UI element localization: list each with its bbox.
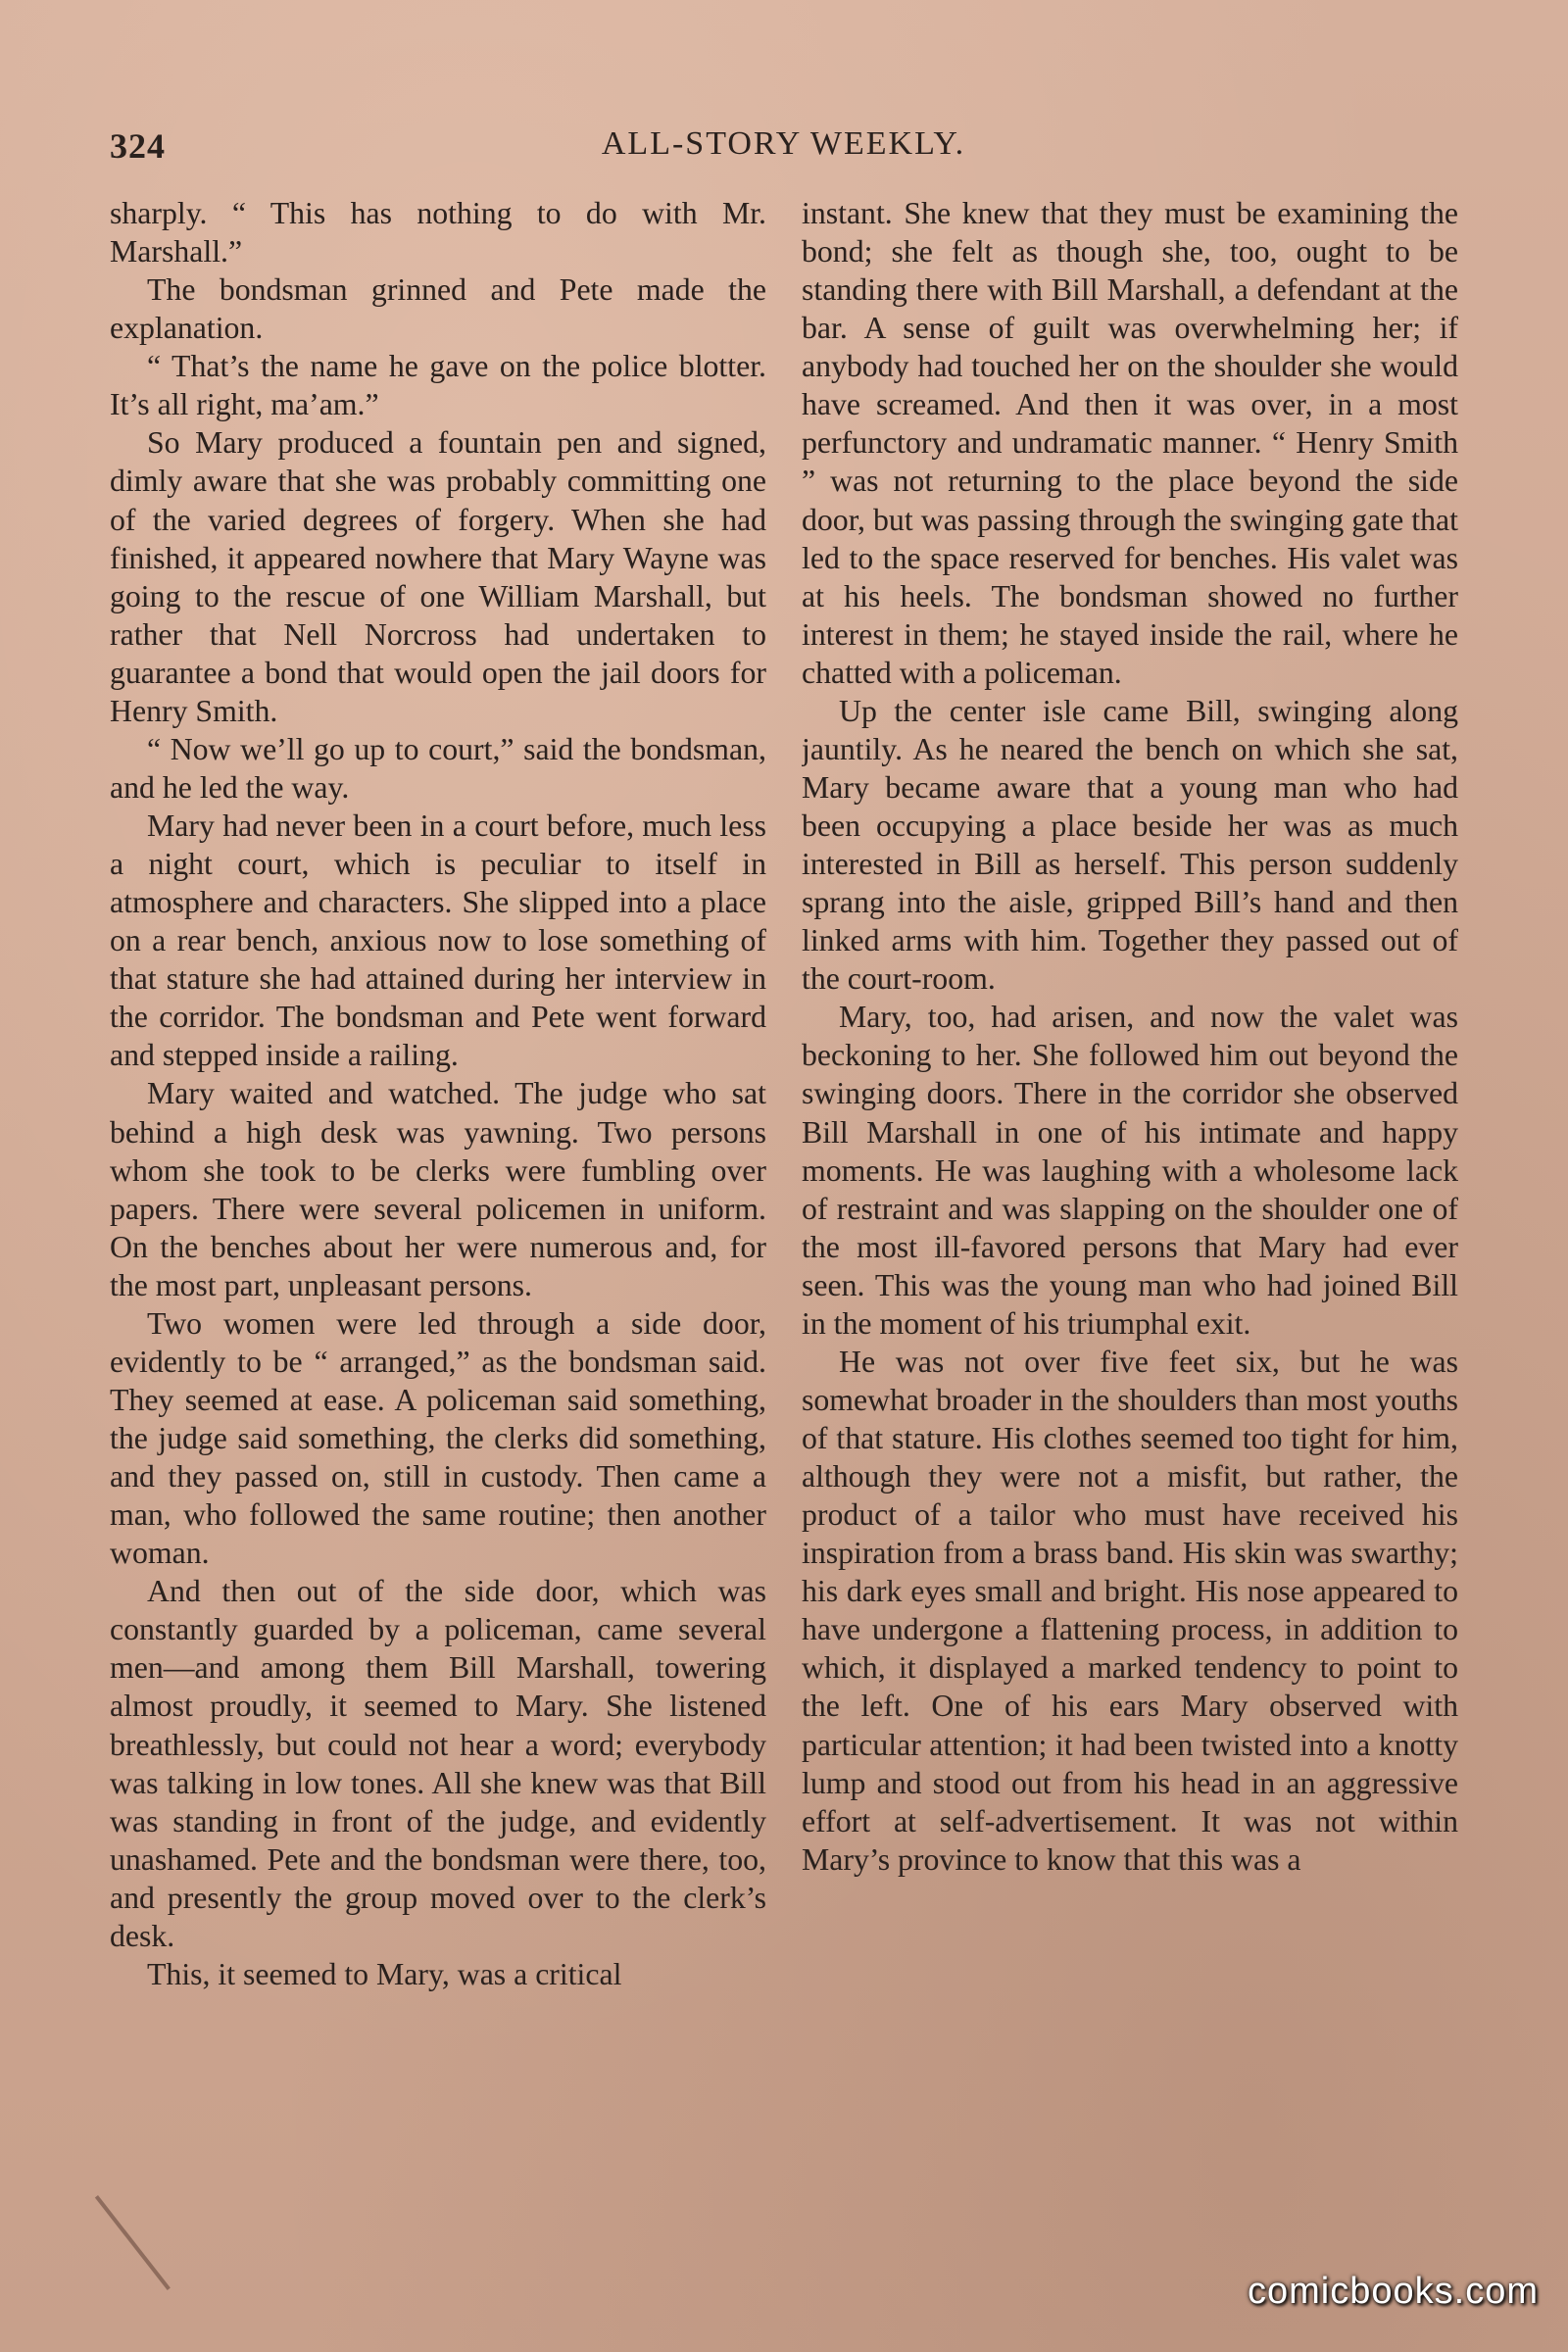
paragraph: The bondsman grinned and Pete made the explanation. [110, 272, 766, 346]
paragraph: Mary waited and watched. The judge who sat behind a high desk was yawning. Two persons whom she took to be clerks were fumbling over papers. There were several policemen in uniform. On the benches about her were numerous and, for the most part, unpleasant persons. [110, 1076, 766, 1302]
running-head: ALL-STORY WEEKLY. [601, 125, 966, 162]
paragraph: instant. She knew that they must be examining the bond; she felt as though she, too, ought to be standing there with Bill Marshall, a defendant at the bar. A sense of guilt was overwhelming her; if anybody had touched her on the shoulder she would have screamed. And then it was over, in a most perfunctory and undramatic manner. “ Henry Smith ” was not returning to the place beyond the side door, but was passing through the swinging gate that led to the space reserved for benches. His valet was at his heels. The bondsman showed no further interest in them; he stayed inside the rail, where he chatted with a policeman. [802, 196, 1458, 690]
left-column [110, 194, 766, 2208]
paper-crease [95, 2195, 171, 2290]
paragraph: sharply. “ This has nothing to do with Mr. Marshall.” [110, 196, 766, 270]
paragraph: He was not over five feet six, but he was somewhat broader in the shoulders than most youths of that stature. His clothes seemed too tight for him, although they were not a misfit, but rather, the product of a tailor who must have received his inspiration from a brass band. His skin was swarthy; his dark eyes small and bright. His nose appeared to have undergone a flattening process, in addition to which, it displayed a marked tendency to point to the left. One of his ears Mary observed with particular attention; it had been twisted into a knotty lump and stood out from his head in an aggressive effort at self-advertisement. It was not within Mary’s province to know that this was a [802, 1344, 1458, 1877]
paragraph: Up the center isle came Bill, swinging along jauntily. As he neared the bench on which she sat, Mary became aware that a young man who had been occupying a place beside her was as much interested in Bill as herself. This person suddenly sprang into the aisle, gripped Bill’s hand and then linked arms with him. Together they passed out of the court-room. [802, 693, 1458, 997]
paragraph: And then out of the side door, which was constantly guarded by a policeman, came several men—and among them Bill Marshall, towering almost proudly, it seemed to Mary. She listened breathlessly, but could not hear a word; everybody was talking in low tones. All she knew was that Bill was standing in front of the judge, and evidently unashamed. Pete and the bondsman were there, too, and presently the group moved over to the clerk’s desk. [110, 1574, 766, 1953]
paragraph: Two women were led through a side door, evidently to be “ arranged,” as the bondsman said. They seemed at ease. A policeman said something, the judge said something, the clerks did something, and they passed on, still in custody. Then came a man, who followed the same routine; then another woman. [110, 1305, 766, 1571]
right-column [802, 194, 1458, 2208]
page-header [110, 118, 1457, 176]
paragraph: So Mary produced a fountain pen and signed, dimly aware that she was probably committing one of the varied degrees of forgery. When she had finished, it appeared nowhere that Mary Wayne was going to the rescue of one William Marshall, but rather that Nell Norcross had undertaken to guarantee a bond that would open the jail doors for Henry Smith. [110, 425, 766, 728]
paragraph: “ Now we’ll go up to court,” said the bondsman, and he led the way. [110, 731, 766, 805]
paragraph: This, it seemed to Mary, was a critical [147, 1956, 622, 1991]
paragraph: “ That’s the name he gave on the police blotter. It’s all right, ma’am.” [110, 349, 766, 422]
watermark: comicbooks.com [1248, 2271, 1539, 2312]
paragraph: Mary had never been in a court before, much less a night court, which is peculiar to itself in atmosphere and characters. She slipped into a place on a rear bench, anxious now to lose something of that stature she had attained during her interview in the corridor. The bondsman and Pete went forward and stepped inside a railing. [110, 808, 766, 1073]
paragraph: Mary, too, had arisen, and now the valet was beckoning to her. She followed him out beyond the swinging doors. There in the corridor she observed Bill Marshall in one of his intimate and happy moments. He was laughing with a wholesome lack of restraint and was slapping on the shoulder one of the most ill-favored persons that Mary had ever seen. This was the young man who had joined Bill in the moment of his triumphal exit. [802, 1000, 1458, 1341]
page-number: 324 [110, 126, 166, 166]
